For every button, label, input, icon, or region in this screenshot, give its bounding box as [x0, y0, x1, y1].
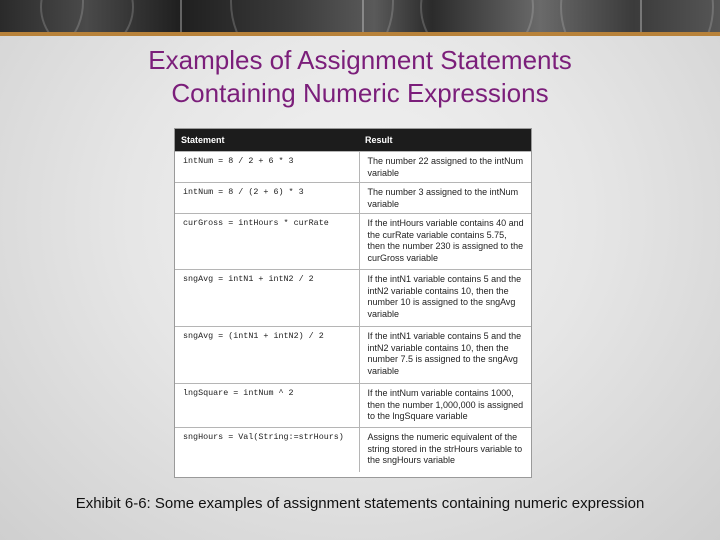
statement-cell: sngHours = Val(String:=strHours)	[175, 428, 359, 472]
result-cell: If the intN1 variable contains 5 and the intN2 variable contains 10, then the number 10 is assigned to the sngAvg variable	[359, 270, 531, 327]
column-header-result: Result	[359, 129, 531, 152]
slide-title-line-1: Examples of Assignment Statements	[148, 45, 572, 75]
statement-cell: curGross = intHours * curRate	[175, 214, 359, 270]
header-banner	[0, 0, 720, 32]
result-cell: The number 22 assigned to the intNum variable	[359, 152, 531, 183]
exhibit-caption: Exhibit 6-6: Some examples of assignment statements containing numeric expression	[75, 495, 645, 512]
banner-decor-line	[640, 0, 642, 32]
result-cell: If the intNum variable contains 1000, then the number 1,000,000 is assigned to the lngSquare variable	[359, 384, 531, 428]
result-cell: If the intHours variable contains 40 and the curRate variable contains 5.75, then the number 230 is assigned to the curGross variable	[359, 214, 531, 270]
table-row	[175, 214, 531, 270]
statement-cell: intNum = 8 / (2 + 6) * 3	[175, 183, 359, 214]
slide-title	[0, 44, 720, 110]
statement-cell: intNum = 8 / 2 + 6 * 3	[175, 152, 359, 183]
assignment-table	[175, 129, 531, 472]
table-row	[175, 428, 531, 472]
table-row	[175, 183, 531, 214]
banner-decor-arc	[560, 0, 714, 32]
table-header-row	[175, 129, 531, 152]
statement-cell: sngAvg = (intN1 + intN2) / 2	[175, 327, 359, 384]
slide-title-line-2: Containing Numeric Expressions	[171, 78, 549, 108]
result-cell: The number 3 assigned to the intNum variable	[359, 183, 531, 214]
result-cell: Assigns the numeric equivalent of the string stored in the strHours variable to the sngHours variable	[359, 428, 531, 472]
column-header-statement: Statement	[175, 129, 359, 152]
exhibit-table-image	[174, 128, 532, 478]
banner-decor-line	[362, 0, 364, 32]
banner-decor-arc	[230, 0, 394, 32]
banner-decor-arc	[420, 0, 534, 32]
result-cell: If the intN1 variable contains 5 and the intN2 variable contains 10, then the number 7.5 is assigned to the sngAvg variable	[359, 327, 531, 384]
table-row	[175, 270, 531, 327]
table-row	[175, 327, 531, 384]
statement-cell: lngSquare = intNum ^ 2	[175, 384, 359, 428]
accent-bar	[0, 32, 720, 36]
banner-decor-arc	[40, 0, 134, 32]
banner-decor-line	[180, 0, 182, 32]
table-row	[175, 384, 531, 428]
statement-cell: sngAvg = intN1 + intN2 / 2	[175, 270, 359, 327]
table-row	[175, 152, 531, 183]
